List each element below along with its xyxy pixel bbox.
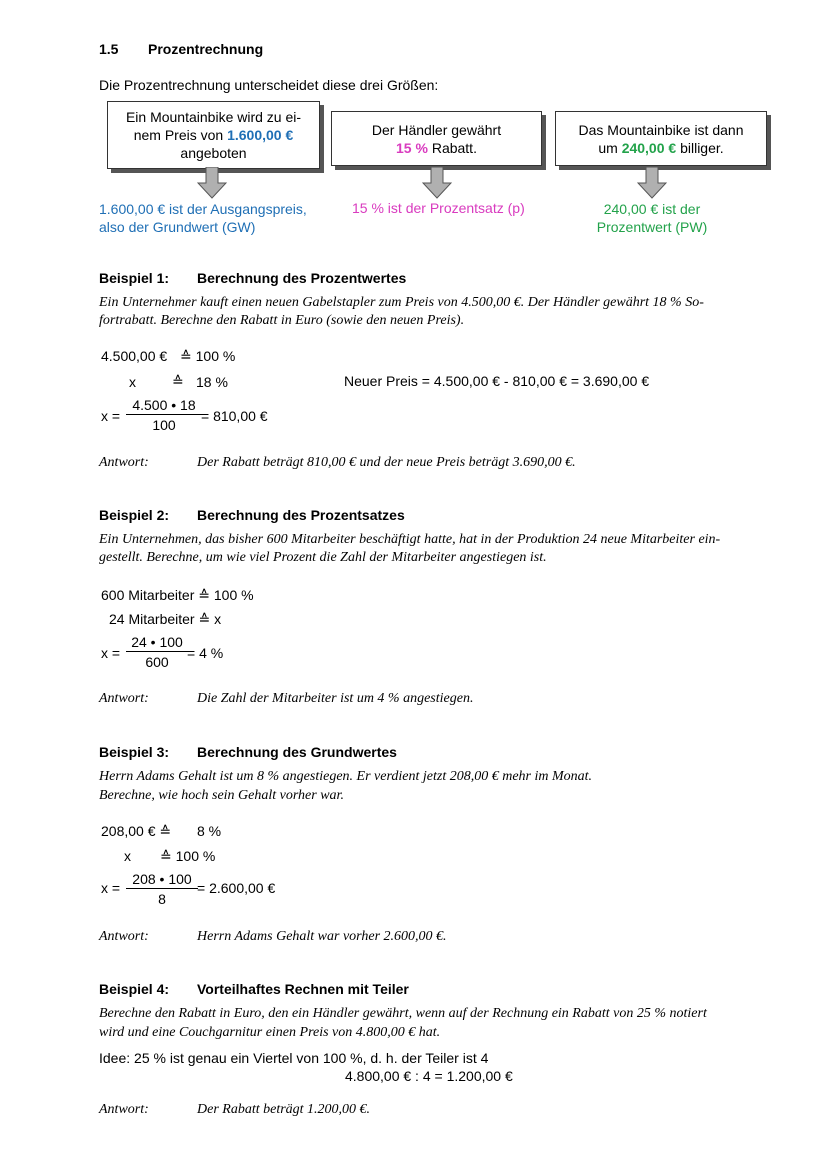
box-p-line2: 15 % Rabatt. (396, 139, 477, 156)
ex1-title: Berechnung des Prozentwertes (197, 270, 407, 286)
ex1-result: = 810,00 € (201, 408, 268, 424)
down-arrow-icon (637, 167, 667, 199)
ex3-label: Beispiel 3: (99, 744, 170, 760)
ex1-new-price: Neuer Preis = 4.500,00 € - 810,00 € = 3.690,00 € (344, 373, 650, 389)
box-gw-line3: angeboten (180, 145, 247, 161)
ex4-idea: Idee: 25 % ist genau ein Viertel von 100 %, d. h. der Teiler ist 4 (99, 1050, 489, 1066)
ex1-row2-corr: ≙ (172, 373, 184, 389)
section-number: 1.5 (99, 41, 119, 57)
ex2-denominator: 600 (145, 654, 169, 670)
ex2-text-2: gestellt. Berechne, um wie viel Prozent die Zahl der Mitarbeiter angestiegen ist. (99, 550, 547, 565)
ex3-row1-right: 8 % (197, 823, 222, 839)
ex2-x-eq: x = (101, 645, 121, 661)
ex3-x-eq: x = (101, 880, 121, 896)
ex1-answer: Der Rabatt beträgt 810,00 € und der neue Preis beträgt 3.690,00 €. (197, 455, 576, 470)
ex1-numerator: 4.500 • 18 (126, 396, 202, 415)
ex4-title: Vorteilhaftes Rechnen mit Teiler (197, 981, 409, 997)
ex3-row2-x: x (124, 848, 131, 864)
box-pw-line2: um 240,00 € billiger. (598, 139, 724, 156)
ex4-answer: Der Rabatt beträgt 1.200,00 €. (197, 1102, 371, 1117)
box-gw-line2: nem Preis von 1.600,00 € (133, 127, 294, 143)
ex4-label: Beispiel 4: (99, 981, 170, 997)
label-grundwert: 1.600,00 € ist der Ausgangspreis, also der Grundwert (GW) (99, 201, 307, 235)
ex4-text-1: Berechne den Rabatt in Euro, den ein Händler gewährt, wenn auf der Rechnung ein Rabatt von 25 % notiert (99, 1006, 707, 1021)
ex2-row2: 24 Mitarbeiter ≙ x (109, 611, 222, 627)
ex2-answer: Die Zahl der Mitarbeiter ist um 4 % angestiegen. (197, 691, 474, 706)
intro-text: Die Prozentrechnung unterscheidet diese drei Größen: (99, 77, 439, 93)
ex3-fraction (126, 870, 198, 909)
ex3-result: = 2.600,00 € (197, 880, 276, 896)
ex3-row2-right: ≙ 100 % (160, 848, 216, 864)
down-arrow-icon (422, 167, 452, 199)
ex1-text-2: fortrabatt. Berechne den Rabatt in Euro (sowie den neuen Preis). (99, 313, 465, 328)
box-pw-line1: Das Mountainbike ist dann (578, 121, 744, 138)
box-gw-line1: Ein Mountainbike wird zu ei- (125, 109, 302, 125)
ex3-text-2: Berechne, wie hoch sein Gehalt vorher war. (99, 788, 344, 803)
ex4-calc: 4.800,00 € : 4 = 1.200,00 € (345, 1068, 513, 1084)
ex3-title: Berechnung des Grundwertes (197, 744, 397, 760)
ex1-answer-label: Antwort: (99, 455, 149, 470)
ex1-x-eq: x = (101, 408, 121, 424)
label-prozentwert: 240,00 € ist der Prozentwert (PW) (596, 201, 708, 235)
section-title: Prozentrechnung (148, 41, 264, 57)
ex2-fraction (126, 633, 188, 672)
ex2-text-1: Ein Unternehmen, das bisher 600 Mitarbeiter beschäftigt hatte, hat in der Produktion 24 neue Mitarbeiter ein- (99, 532, 721, 547)
ex2-label: Beispiel 2: (99, 507, 170, 523)
label-prozentsatz: 15 % ist der Prozentsatz (p) (352, 200, 525, 216)
ex1-denominator: 100 (152, 417, 176, 433)
ex2-result: = 4 % (187, 645, 224, 661)
box-prozentwert (555, 111, 767, 166)
ex1-row2-x: x (129, 374, 136, 390)
box-p-line1: Der Händler gewährt (371, 121, 502, 138)
ex1-fraction (126, 396, 202, 435)
ex1-row2-val: 18 % (196, 374, 228, 390)
ex3-answer: Herrn Adams Gehalt war vorher 2.600,00 €. (197, 929, 447, 944)
ex3-row1-left: 208,00 € ≙ (101, 823, 172, 839)
ex4-text-2: wird und eine Couchgarnitur einen Preis von 4.800,00 € hat. (99, 1025, 441, 1040)
ex3-answer-label: Antwort: (99, 929, 149, 944)
box-grundwert (107, 101, 320, 169)
down-arrow-icon (197, 167, 227, 199)
ex1-text-1: Ein Unternehmer kauft einen neuen Gabelstapler zum Preis von 4.500,00 €. Der Händler gewährt 18 % So- (99, 295, 704, 310)
ex1-label: Beispiel 1: (99, 270, 170, 286)
ex2-row1: 600 Mitarbeiter ≙ 100 % (101, 587, 254, 603)
ex2-title: Berechnung des Prozentsatzes (197, 507, 405, 523)
ex3-denominator: 8 (158, 891, 166, 907)
ex3-numerator: 208 • 100 (126, 870, 198, 889)
box-prozentsatz (331, 111, 542, 166)
ex1-row1-left: 4.500,00 € (101, 348, 168, 364)
ex2-answer-label: Antwort: (99, 691, 149, 706)
ex4-answer-label: Antwort: (99, 1102, 149, 1117)
ex1-row1-right: ≙ 100 % (180, 348, 236, 364)
ex3-text-1: Herrn Adams Gehalt ist um 8 % angestiegen. Er verdient jetzt 208,00 € mehr im Monat. (99, 769, 593, 784)
ex2-numerator: 24 • 100 (126, 633, 188, 652)
